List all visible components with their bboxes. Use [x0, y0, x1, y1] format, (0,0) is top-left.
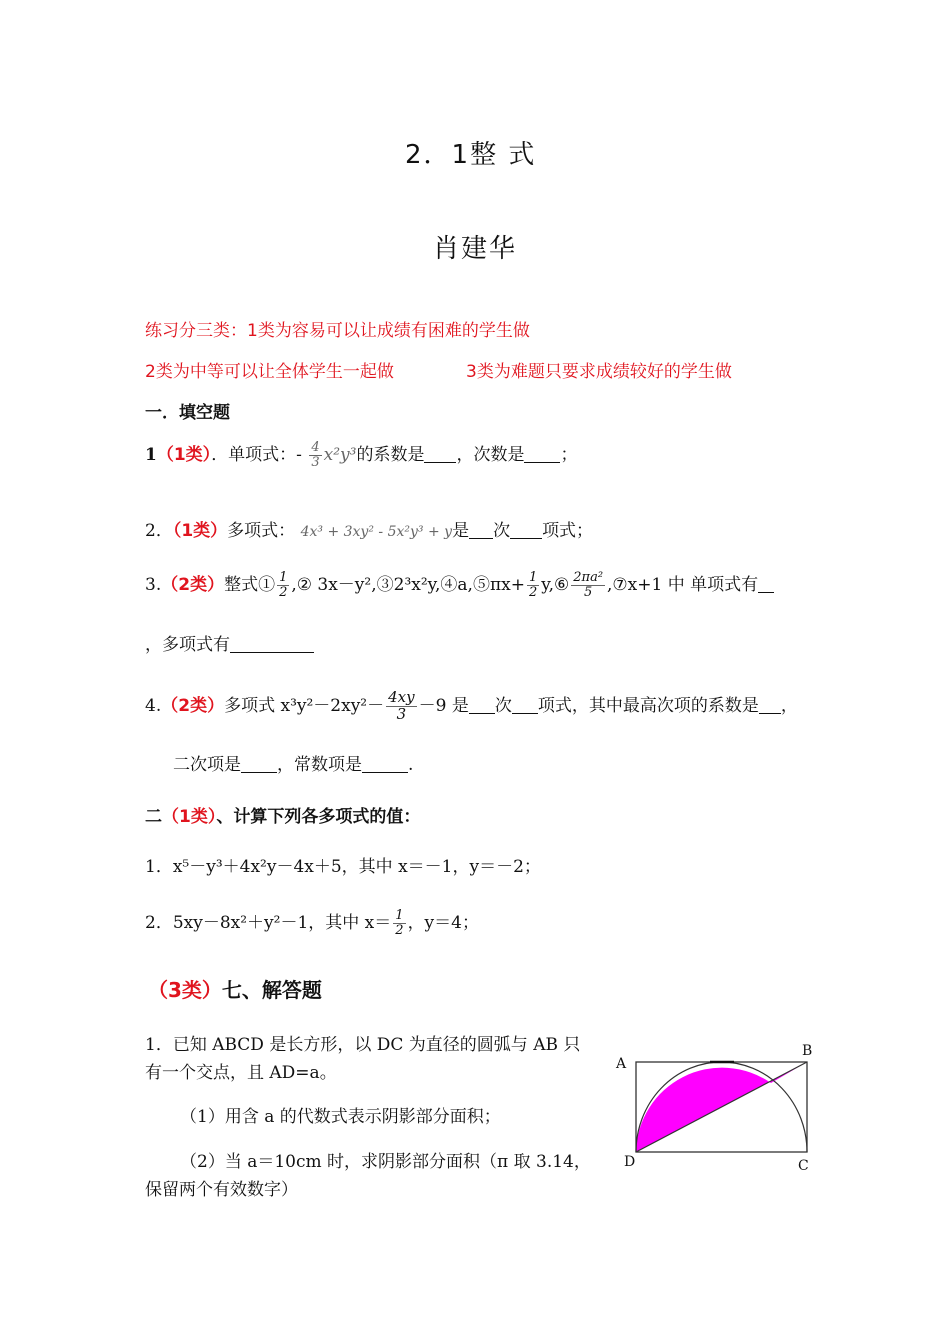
q4-blank-2 [512, 696, 538, 714]
section2-class: （1类） [162, 807, 217, 827]
note-line-2a: 2类为中等可以让全体学生一起做 [145, 362, 394, 382]
q4-fraction: $\frac{4xy}{3}$ [388, 688, 415, 723]
section1-heading: 一．填空题 [145, 403, 230, 423]
note-line-1: 练习分三类：1类为容易可以让成绩有困难的学生做 [145, 321, 530, 341]
q3-text-a: 整式① [224, 575, 276, 595]
q1-fraction: $\frac{4}{3}$ [311, 440, 320, 470]
question-3-cont [145, 630, 314, 655]
section2-q2-fraction: $\frac{1}{2}$ [395, 908, 404, 938]
q1-blank-1 [424, 445, 456, 463]
q2-text-a: 多项式： [227, 521, 296, 541]
q3-fraction-2: $\frac{1}{2}$ [528, 570, 538, 600]
q3-number: 3. [145, 575, 162, 595]
q4-text-b: －9 是 [418, 695, 469, 716]
q2-class: （1类） [172, 521, 228, 541]
q1-text-d: ； [560, 445, 578, 465]
section3-class: （3类） [148, 978, 222, 1002]
page-title: 2．1整 式 [405, 140, 537, 170]
q4-blank-4 [241, 755, 277, 773]
q3-blank-1 [758, 575, 774, 593]
question-1 [145, 440, 577, 470]
question-4 [145, 690, 798, 723]
q4-number: 4. [145, 695, 162, 716]
q1-text-a: ．单项式：- [211, 445, 302, 465]
section3-p3: （1）用含 a 的代数式表示阴影部分面积； [180, 1107, 501, 1127]
label-a: A [616, 1056, 627, 1072]
author-name: 肖建华 [433, 234, 518, 264]
q1-number: 1 [145, 445, 157, 465]
q3-fraction-3: $\frac{\text{2πa²}}{5}$ [573, 570, 604, 600]
q1-expression: x²y³ [323, 445, 357, 465]
q1-text-b: 的系数是 [356, 445, 425, 465]
q4-text-a: 多项式 x³y²－2xy²－ [224, 695, 385, 716]
rectangle-figure [610, 1040, 825, 1180]
q2-expression: 4x³ + 3xy² - 5x²y³ + y [300, 524, 453, 540]
q4-text-h: . [408, 755, 414, 775]
q3-blank-2 [230, 635, 314, 653]
q4-text-g: ，常数项是 [277, 755, 362, 775]
section3-p2: 有一个交点，且 AD=a。 [145, 1063, 337, 1083]
q4-blank-5 [362, 755, 408, 773]
section2-q1: 1．x⁵－y³＋4x²y－4x＋5，其中 x＝－1，y＝－2； [145, 857, 541, 877]
q3-text-c: y,⑥ [541, 575, 570, 595]
q2-number: 2． [145, 521, 173, 541]
label-b: B [802, 1043, 813, 1059]
q3-text-e: ，多项式有 [145, 635, 230, 655]
q3-class: （2类） [161, 575, 225, 595]
q3-fraction-1: $\frac{1}{2}$ [279, 570, 288, 600]
q2-text-c: 次 [493, 521, 511, 541]
q4-blank-3 [759, 696, 781, 714]
q4-text-e: ， [780, 695, 798, 716]
q4-text-d: 项式，其中最高次项的系数是 [537, 695, 759, 716]
question-2 [145, 516, 593, 541]
section2-heading: 二（1类）、计算下列各多项式的值： [145, 807, 421, 827]
q1-text-c: ，次数是 [456, 445, 525, 465]
q2-text-d: 项式； [542, 521, 594, 541]
section2-q2: 2．5xy－8x²＋y²－1，其中 x＝ $\frac{1}{2}$ ，y＝4； [145, 908, 479, 938]
note-line-2b: 3类为难题只要求成绩较好的学生做 [466, 362, 732, 382]
section3-p1: 1．已知 ABCD 是长方形，以 DC 为直径的圆弧与 AB 只 [145, 1035, 581, 1055]
q1-class: （1类） [156, 445, 212, 465]
section3-p5: 保留两个有效数字） [145, 1180, 298, 1200]
q2-blank-2 [510, 521, 542, 539]
q2-blank-1 [469, 521, 493, 539]
section3-p4: （2）当 a＝10cm 时，求阴影部分面积（π 取 3.14， [180, 1152, 591, 1172]
q4-text-c: 次 [494, 695, 512, 716]
q3-text-b: ,② 3x－y²,③2³x²y,④a,⑤πx+ [291, 575, 525, 595]
figure-svg [610, 1040, 825, 1180]
q4-blank-1 [469, 696, 495, 714]
section3-heading: （3类）七、解答题 [148, 978, 322, 1002]
question-3 [145, 570, 774, 600]
label-d: D [624, 1154, 636, 1170]
q2-text-b: 是 [452, 521, 470, 541]
label-c: C [798, 1158, 809, 1174]
q3-text-d: ,⑦x+1 中 单项式有 [607, 575, 759, 595]
q4-text-f: 二次项是 [173, 755, 241, 775]
question-4-cont [173, 750, 413, 775]
q1-blank-2 [524, 445, 560, 463]
q4-class: （2类） [161, 695, 225, 716]
